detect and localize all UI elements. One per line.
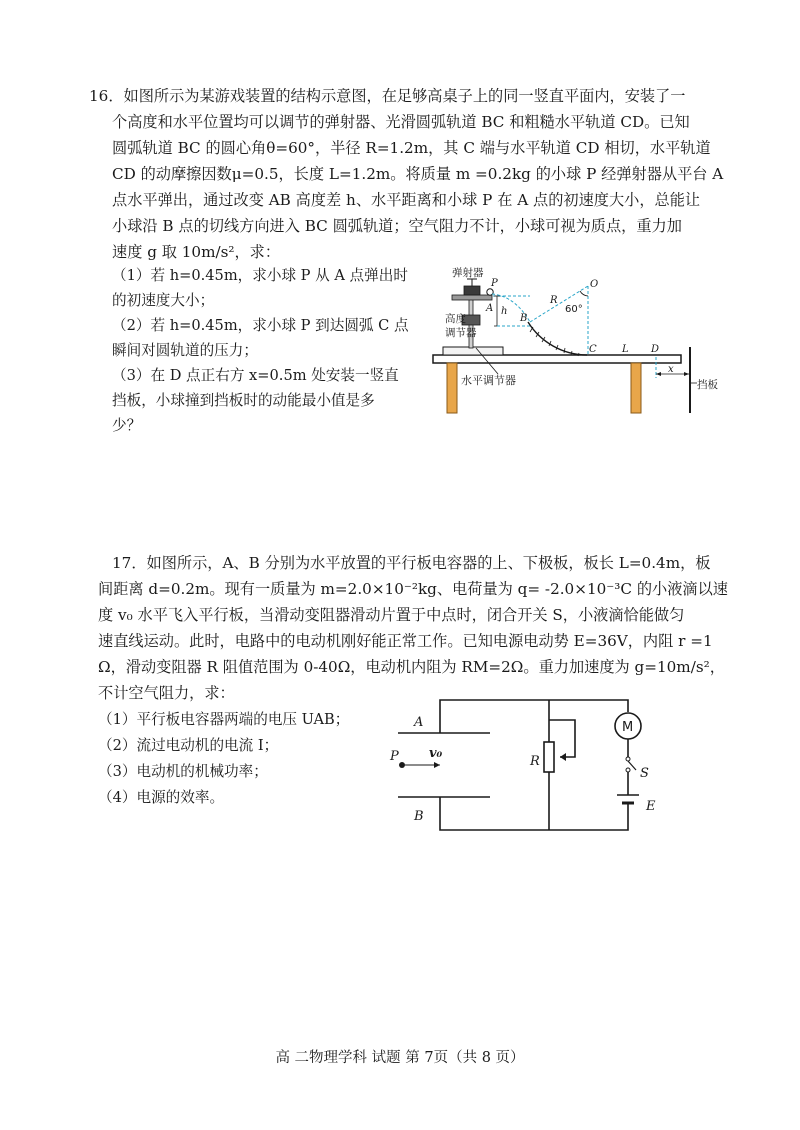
label-a: A bbox=[486, 303, 494, 314]
label-rheostat: R bbox=[530, 754, 540, 769]
label-x: x bbox=[668, 364, 674, 375]
q16-sub-1a: （1）若 h=0.45m，求小球 P 从 A 点弹出时 bbox=[112, 267, 408, 284]
label-plate-a: A bbox=[414, 715, 424, 730]
page-footer: 高 二物理学科 试题 第 7页（共 8 页） bbox=[275, 1050, 525, 1066]
label-c: C bbox=[589, 344, 597, 355]
q16-sub-2b: 瞬间对圆轨道的压力； bbox=[112, 342, 258, 359]
label-e: E bbox=[646, 799, 656, 814]
q16-line-6: 小球沿 B 点的切线方向进入 BC 圆弧轨道；空气阻力不计，小球可视为质点，重力加 bbox=[112, 217, 682, 235]
table-top bbox=[433, 355, 681, 363]
q17-line-1: 17．如图所示，A、B 分别为水平放置的平行板电容器的上、下极板，板长 L=0.4m，板 bbox=[112, 554, 711, 572]
q17-line-5: Ω，滑动变阻器 R 阻值范围为 0-40Ω，电动机内阻为 RM=2Ω。重力加速度为 g=10m/s²， bbox=[98, 658, 725, 676]
q16-sub-3c: 少？ bbox=[112, 417, 142, 434]
q17-sub-1: （1）平行板电容器两端的电压 UAB； bbox=[98, 711, 350, 728]
label-horizontal-adjuster: 水平调节器 bbox=[461, 374, 516, 387]
q17-sub-3: （3）电动机的机械功率； bbox=[98, 763, 268, 780]
q17-circuit bbox=[385, 695, 670, 835]
label-angle: 60° bbox=[565, 304, 583, 315]
rheostat bbox=[544, 742, 554, 772]
q16-line-5: 点水平弹出，通过改变 AB 高度差 h、水平距离和小球 P 在 A 点的初速度大小，总能让 bbox=[112, 191, 701, 209]
label-b: B bbox=[520, 313, 528, 324]
q17-line-6: 不计空气阻力，求： bbox=[98, 684, 235, 702]
q17-sub-4: （4）电源的效率。 bbox=[98, 789, 225, 806]
label-droplet: P bbox=[390, 749, 399, 764]
label-l: L bbox=[622, 344, 629, 355]
q17-line-3: 度 v₀ 水平飞入平行板，当滑动变阻器滑动片置于中点时，闭合开关 S，小液滴恰能做匀 bbox=[98, 606, 685, 624]
label-height-2: 调节器 bbox=[445, 327, 477, 339]
droplet-p bbox=[399, 762, 405, 768]
table-leg-right bbox=[631, 363, 641, 413]
launcher-platform bbox=[452, 295, 492, 300]
q16-line-2: 个高度和水平位置均可以调节的弹射器、光滑圆弧轨道 BC 和粗糙水平轨道 CD。已知 bbox=[112, 113, 690, 131]
q16-line-7: 速度 g 取 10m/s²，求： bbox=[112, 243, 281, 261]
label-height-1: 高度 bbox=[445, 313, 466, 325]
label-d: D bbox=[651, 344, 660, 355]
q16-sub-3a: （3）在 D 点正右方 x=0.5m 处安装一竖直 bbox=[112, 367, 399, 384]
q17-line-2: 间距离 d=0.2m。现有一质量为 m=2.0×10⁻²kg、电荷量为 q= -2.0×10⁻³C 的小液滴以速 bbox=[98, 580, 728, 598]
label-p: P bbox=[491, 278, 498, 289]
label-r: R bbox=[550, 295, 558, 306]
q16-line-3: 圆弧轨道 BC 的圆心角θ=60°，半径 R=1.2m，其 C 端与水平轨道 CD 相切，水平轨道 bbox=[112, 139, 711, 157]
q16-sub-3b: 挡板，小球撞到挡板时的动能最小值是多 bbox=[112, 392, 375, 409]
launcher-body bbox=[464, 286, 480, 295]
q16-line-1: 16．如图所示为某游戏装置的结构示意图，在足够高桌子上的同一竖直平面内，安装了一 bbox=[89, 87, 686, 105]
label-m: M bbox=[622, 720, 634, 735]
q16-figure bbox=[425, 258, 725, 420]
q17-line-4: 速直线运动。此时，电路中的电动机刚好能正常工作。已知电源电动势 E=36V，内阻 r =1 bbox=[98, 632, 713, 650]
q16-sub-2a: （2）若 h=0.45m，求小球 P 到达圆弧 C 点 bbox=[112, 317, 409, 334]
label-o: O bbox=[590, 279, 599, 290]
q16-sub-1b: 的初速度大小； bbox=[112, 292, 215, 309]
table-leg-left bbox=[447, 363, 457, 413]
label-s: S bbox=[640, 766, 649, 781]
label-v0: v₀ bbox=[429, 746, 443, 761]
label-baffle: 挡板 bbox=[697, 379, 718, 391]
q16-line-4: CD 的动摩擦因数μ=0.5，长度 L=1.2m。将质量 m =0.2kg 的小球 P 经弹射器从平台 A bbox=[112, 165, 724, 183]
label-h: h bbox=[501, 306, 508, 317]
label-launcher: 弹射器 bbox=[452, 267, 484, 279]
arc-bc bbox=[528, 322, 587, 355]
q17-sub-2: （2）流过电动机的电流 I； bbox=[98, 737, 279, 754]
label-plate-b: B bbox=[414, 809, 424, 824]
